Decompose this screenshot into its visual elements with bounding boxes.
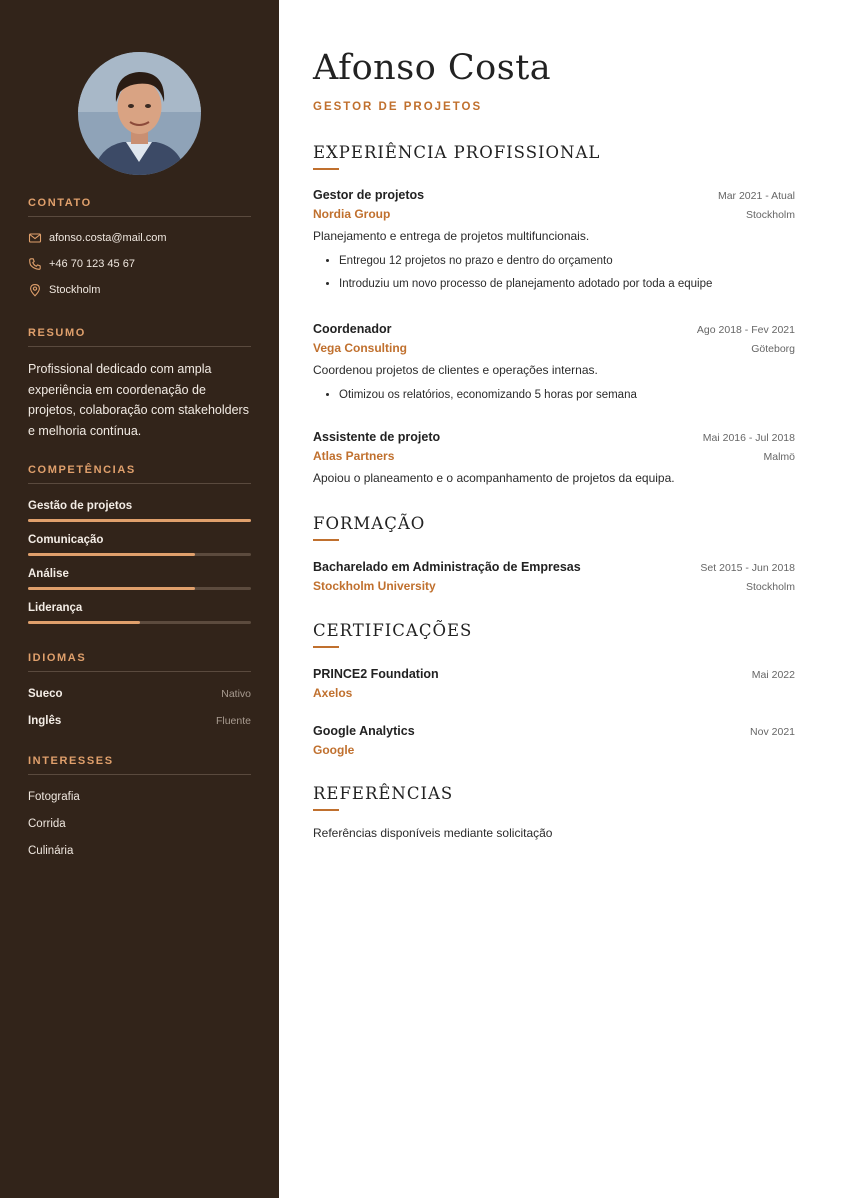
languages-section bbox=[28, 652, 251, 734]
skills-section bbox=[28, 464, 251, 636]
language-level: Nativo bbox=[221, 687, 251, 700]
job-date: Mar 2021 - Atual bbox=[717, 190, 795, 202]
achievement-item: • Otimizou os relatórios, economizando 5 horas por semana bbox=[339, 385, 795, 408]
job-achievements bbox=[313, 251, 795, 297]
summary-text: Profissional dedicado com ampla experiência em coordenação de projetos, colaboração com stakeholders e melhoria contínua. bbox=[28, 362, 249, 438]
location-icon bbox=[28, 283, 42, 297]
person-name: Afonso Costa bbox=[313, 48, 552, 88]
job-location: Stockholm bbox=[745, 209, 795, 221]
skill-bar bbox=[28, 621, 251, 624]
certification-entry bbox=[313, 667, 795, 700]
degree-title: Bacharelado em Administração de Empresas bbox=[313, 560, 581, 574]
school-location: Stockholm bbox=[745, 581, 795, 593]
contact-location bbox=[28, 277, 251, 303]
interest-item: Corrida bbox=[28, 817, 66, 830]
skill-name: Comunicação bbox=[28, 534, 104, 546]
job-date: Ago 2018 - Fev 2021 bbox=[696, 324, 795, 336]
skill-bar-fill bbox=[28, 553, 195, 556]
skill-item bbox=[28, 568, 251, 602]
job-location: Malmö bbox=[763, 451, 795, 463]
certification-entry bbox=[313, 724, 795, 757]
job-company: Vega Consulting bbox=[313, 341, 408, 355]
experience-rule bbox=[313, 168, 339, 170]
contact-email-text: afonso.costa@mail.com bbox=[49, 232, 167, 244]
summary-section bbox=[28, 327, 251, 441]
certification-title: PRINCE2 Foundation bbox=[313, 667, 439, 681]
references-text: Referências disponíveis mediante solicitação bbox=[313, 826, 553, 840]
profile-photo-image bbox=[78, 52, 201, 175]
skill-bar-fill bbox=[28, 621, 140, 624]
certification-issuer: Axelos bbox=[313, 686, 353, 700]
skill-bar bbox=[28, 519, 251, 522]
phone-icon bbox=[28, 257, 42, 271]
summary-title: RESUMO bbox=[28, 327, 251, 347]
contact-phone-text: +46 70 123 45 67 bbox=[49, 258, 135, 270]
experience-entry bbox=[313, 188, 795, 297]
contact-section bbox=[28, 197, 251, 303]
job-company: Nordia Group bbox=[313, 207, 391, 221]
job-location: Göteborg bbox=[751, 343, 795, 355]
degree-date: Set 2015 - Jun 2018 bbox=[700, 562, 795, 574]
interests-section bbox=[28, 755, 251, 864]
references-title: REFERÊNCIAS bbox=[313, 784, 454, 803]
main-content bbox=[279, 0, 846, 1198]
contact-email[interactable] bbox=[28, 225, 251, 251]
certifications-rule bbox=[313, 646, 339, 648]
certification-title: Google Analytics bbox=[313, 724, 415, 738]
contact-phone[interactable] bbox=[28, 251, 251, 277]
job-date: Mai 2016 - Jul 2018 bbox=[702, 432, 795, 444]
certification-issuer: Google bbox=[313, 743, 355, 757]
skill-item bbox=[28, 500, 251, 534]
skill-bar-fill bbox=[28, 587, 195, 590]
contact-title: CONTATO bbox=[28, 197, 251, 217]
skill-name: Análise bbox=[28, 568, 69, 580]
experience-entry bbox=[313, 322, 795, 408]
language-item bbox=[28, 680, 251, 707]
skill-bar-fill bbox=[28, 519, 251, 522]
achievement-item: • Entregou 12 projetos no prazo e dentro do orçamento bbox=[339, 251, 795, 274]
job-company: Atlas Partners bbox=[313, 449, 395, 463]
skill-item bbox=[28, 602, 251, 636]
language-level: Fluente bbox=[215, 714, 251, 727]
certification-date: Nov 2021 bbox=[750, 726, 795, 738]
skill-bar bbox=[28, 553, 251, 556]
job-description: Apoiou o planeamento e o acompanhamento de projetos da equipa. bbox=[313, 471, 675, 485]
school-name: Stockholm University bbox=[313, 579, 436, 593]
experience-title: EXPERIÊNCIA PROFISSIONAL bbox=[313, 143, 601, 162]
person-role: GESTOR DE PROJETOS bbox=[313, 101, 483, 113]
languages-title: IDIOMAS bbox=[28, 652, 251, 672]
job-title: Assistente de projeto bbox=[313, 430, 441, 444]
experience-entry bbox=[313, 430, 795, 485]
certification-date: Mai 2022 bbox=[751, 669, 795, 681]
skills-title: COMPETÊNCIAS bbox=[28, 464, 251, 484]
education-entry bbox=[313, 560, 795, 593]
job-achievements bbox=[313, 385, 795, 408]
sidebar bbox=[0, 0, 279, 1198]
mail-icon bbox=[28, 231, 42, 245]
skill-name: Gestão de projetos bbox=[28, 500, 133, 512]
job-description: Coordenou projetos de clientes e operações internas. bbox=[313, 363, 598, 377]
skill-item bbox=[28, 534, 251, 568]
language-name: Inglês bbox=[28, 714, 62, 727]
education-rule bbox=[313, 539, 339, 541]
job-description: Planejamento e entrega de projetos multifuncionais. bbox=[313, 229, 590, 243]
certifications-title: CERTIFICAÇÕES bbox=[313, 621, 473, 640]
job-title: Gestor de projetos bbox=[313, 188, 425, 202]
interest-item: Culinária bbox=[28, 844, 74, 857]
language-item bbox=[28, 707, 251, 734]
job-title: Coordenador bbox=[313, 322, 392, 336]
skill-bar bbox=[28, 587, 251, 590]
education-title: FORMAÇÃO bbox=[313, 514, 426, 533]
skill-name: Liderança bbox=[28, 602, 83, 614]
contact-location-text: Stockholm bbox=[49, 284, 101, 296]
interest-item: Fotografia bbox=[28, 790, 80, 803]
interests-title: INTERESSES bbox=[28, 755, 251, 775]
achievement-item: • Introduziu um novo processo de planejamento adotado por toda a equipe bbox=[339, 274, 795, 297]
references-rule bbox=[313, 809, 339, 811]
language-name: Sueco bbox=[28, 687, 63, 700]
profile-photo bbox=[78, 52, 201, 175]
